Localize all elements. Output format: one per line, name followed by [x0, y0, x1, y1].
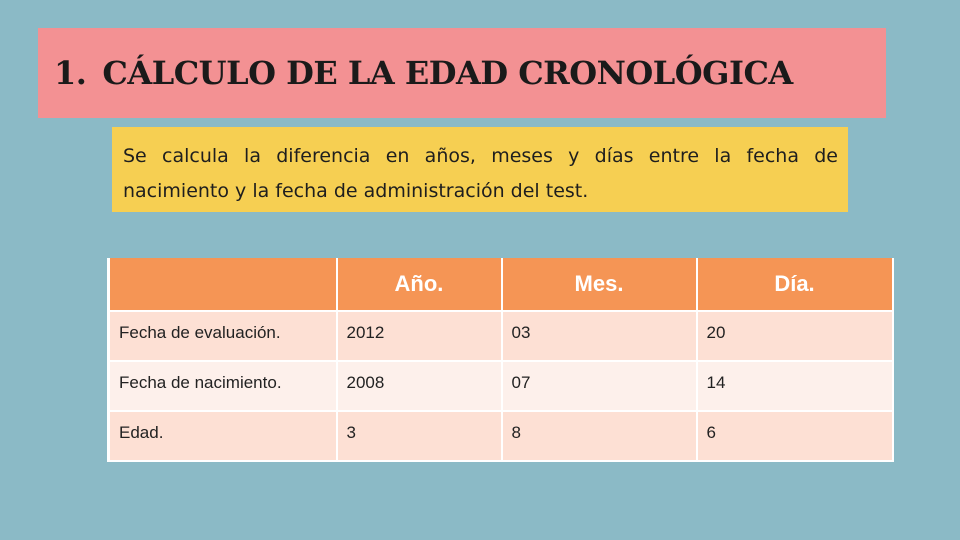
title-band: [38, 28, 886, 118]
description-text: Se calcula la diferencia en años, meses y días entre la fecha de nacimiento y la fecha de administración del test.: [123, 145, 838, 202]
header-month: Mes.: [502, 258, 697, 311]
cell-year: 3: [337, 411, 502, 461]
age-table-container: [107, 258, 891, 462]
cell-month: 07: [502, 361, 697, 411]
header-day: Día.: [697, 258, 893, 311]
description-box: [112, 127, 848, 212]
age-calculation-table: [107, 258, 894, 462]
title-text: CÁLCULO DE LA EDAD CRONOLÓGICA: [102, 54, 793, 92]
cell-day: 20: [697, 311, 893, 361]
row-label: Fecha de evaluación.: [109, 311, 337, 361]
row-label: Edad.: [109, 411, 337, 461]
title-number: 1.: [54, 54, 87, 92]
cell-month: 8: [502, 411, 697, 461]
cell-year: 2008: [337, 361, 502, 411]
cell-day: 14: [697, 361, 893, 411]
slide-title: [54, 54, 793, 92]
header-year: Año.: [337, 258, 502, 311]
row-label: Fecha de nacimiento.: [109, 361, 337, 411]
cell-month: 03: [502, 311, 697, 361]
cell-year: 2012: [337, 311, 502, 361]
header-empty: [109, 258, 337, 311]
table-header-row: [109, 258, 893, 311]
table-row: [109, 311, 893, 361]
cell-day: 6: [697, 411, 893, 461]
table-row: [109, 361, 893, 411]
table-row: [109, 411, 893, 461]
